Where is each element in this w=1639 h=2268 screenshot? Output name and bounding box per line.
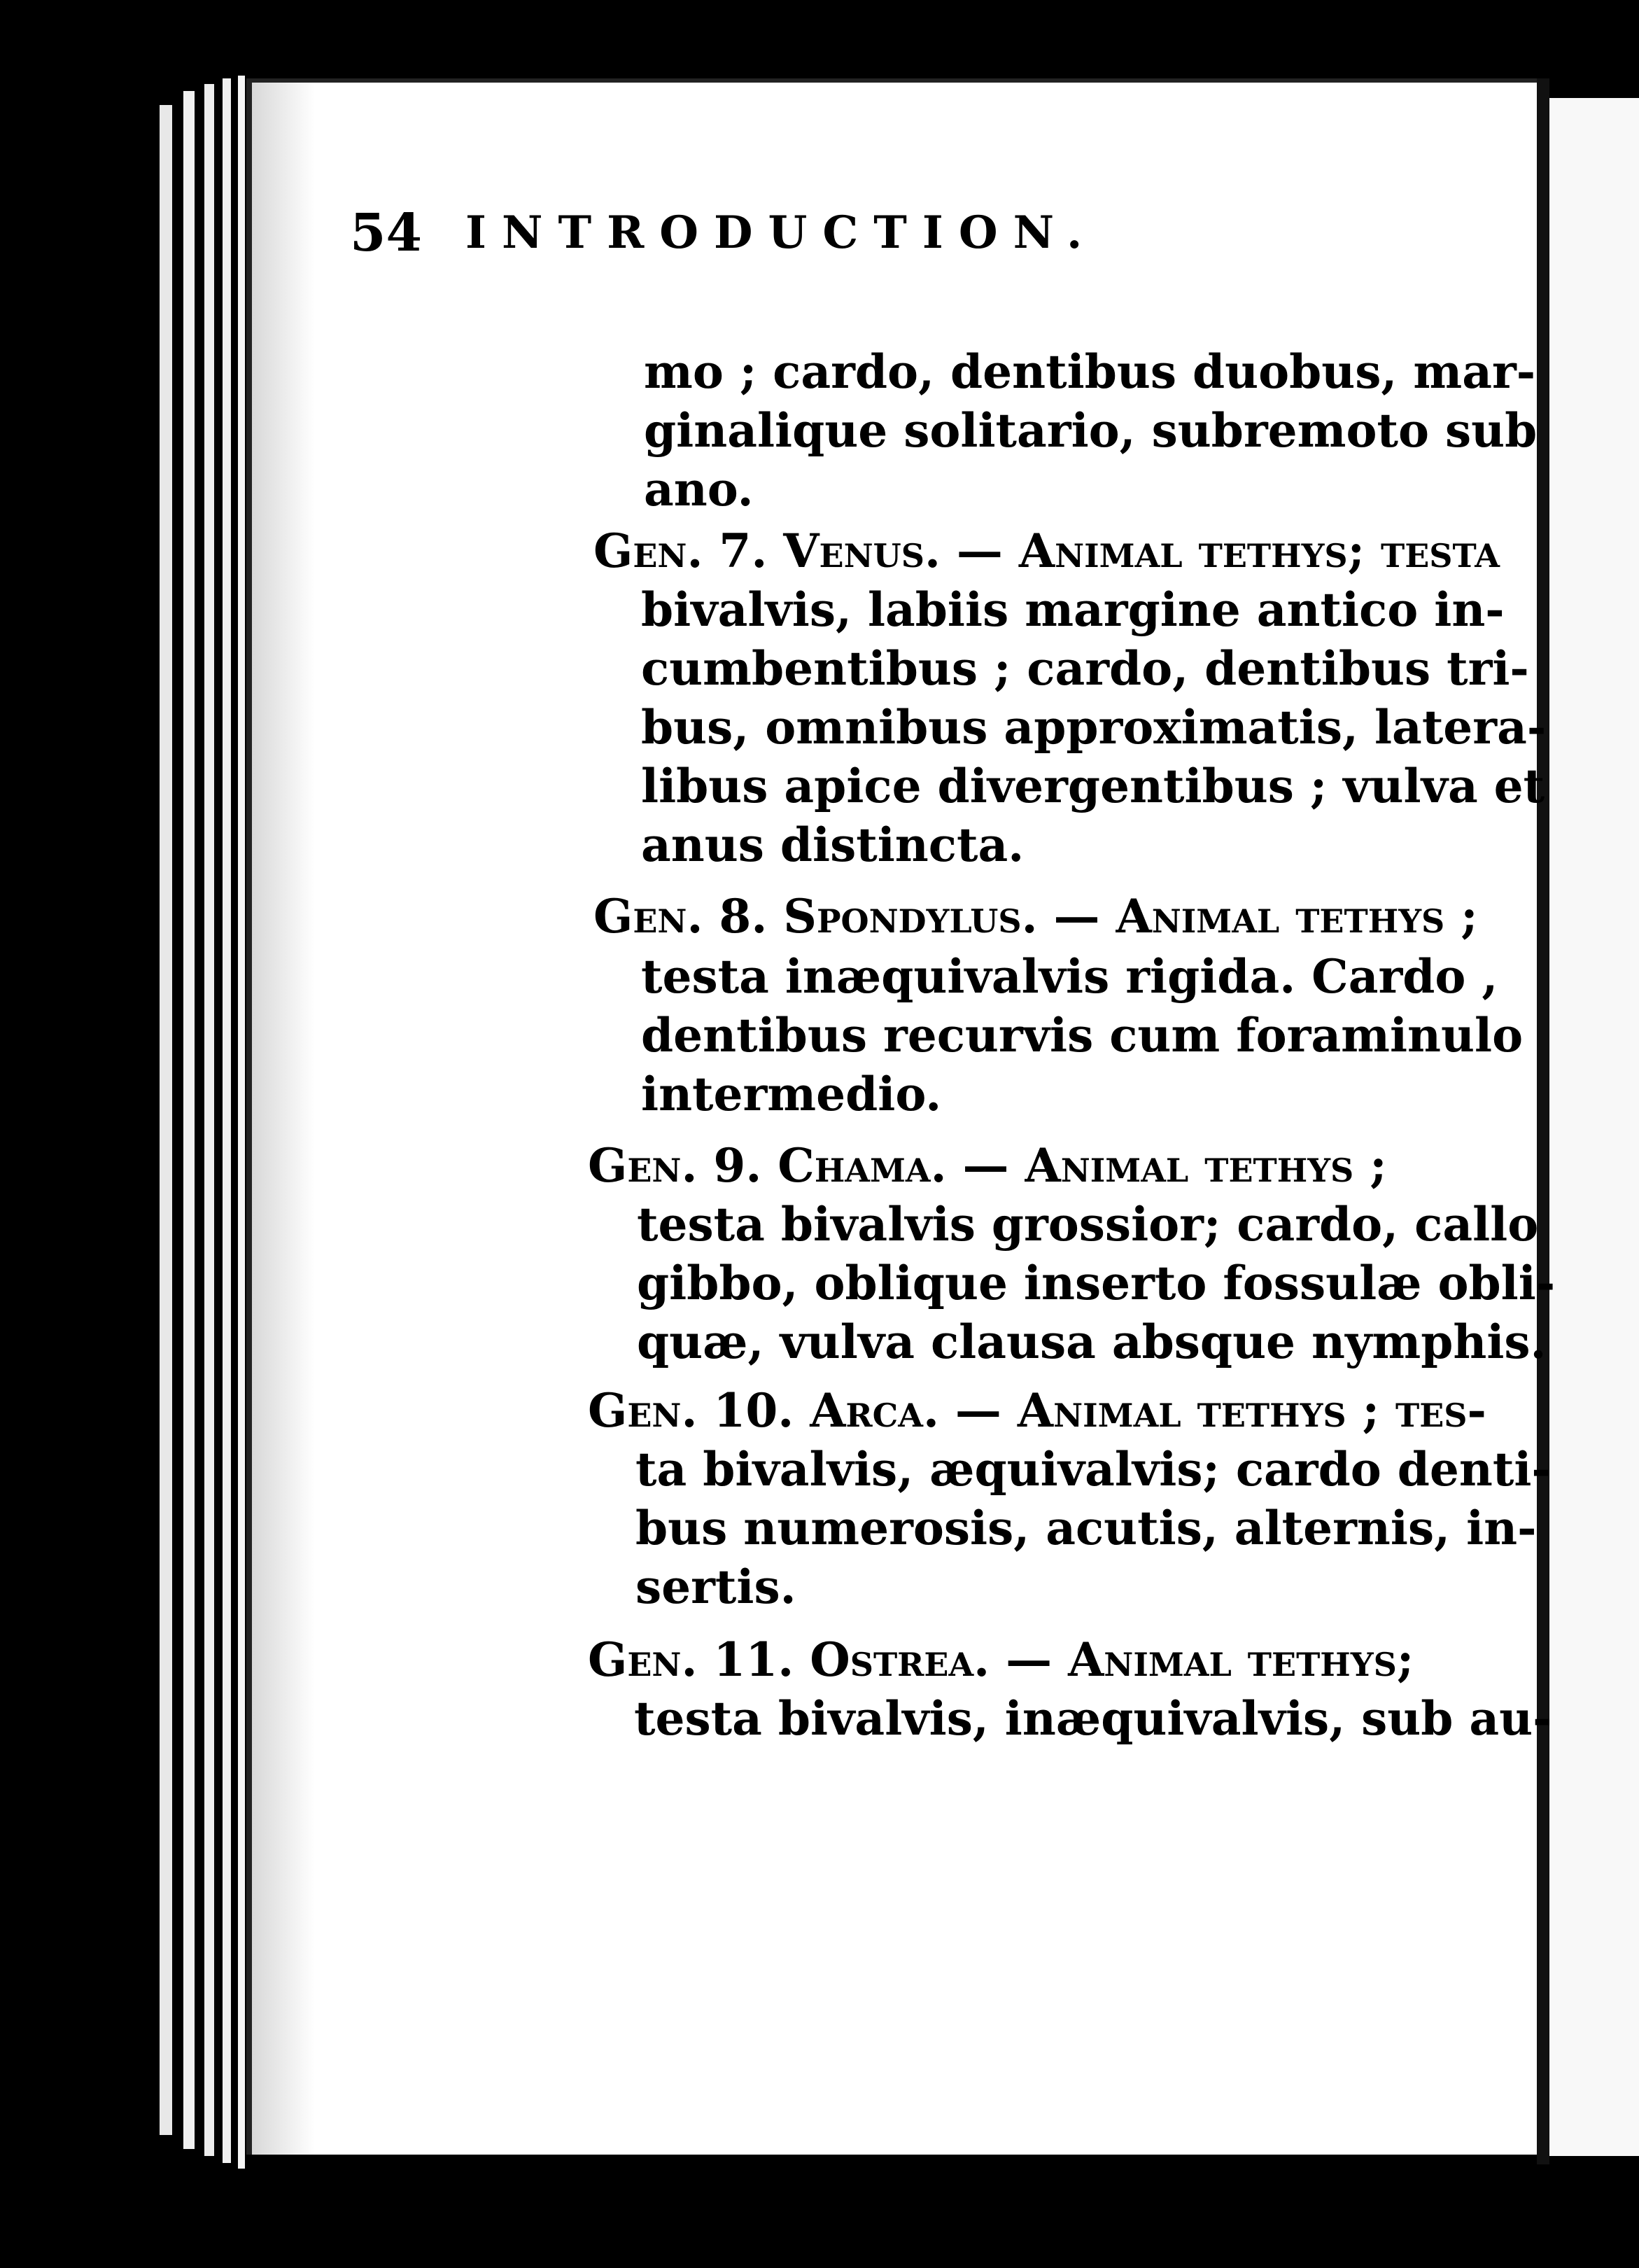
facing-page-edge bbox=[1549, 98, 1639, 2156]
text-line: testa inæquivalvis rigida. Cardo , bbox=[641, 949, 1498, 1004]
text-line: ano. bbox=[644, 462, 754, 517]
gutter-shadow bbox=[1537, 78, 1549, 2164]
book-edge bbox=[183, 91, 195, 2149]
text-line: cumbentibus ; cardo, dentibus tri- bbox=[641, 641, 1529, 696]
text-line: Gen. 11. Ostrea. — Animal tethys; bbox=[588, 1632, 1414, 1687]
text-line: anus distincta. bbox=[641, 818, 1025, 872]
page-number: 54 bbox=[350, 203, 422, 263]
text-line: bus numerosis, acutis, alternis, in- bbox=[635, 1501, 1537, 1555]
text-line: gibbo, oblique inserto fossulæ obli- bbox=[637, 1256, 1556, 1310]
text-line: libus apice divergentibus ; vulva et bbox=[641, 759, 1545, 813]
text-line: dentibus recurvis cum foraminulo bbox=[641, 1008, 1524, 1063]
text-line: intermedio. bbox=[641, 1067, 942, 1121]
book-edge bbox=[204, 84, 214, 2156]
text-line: ta bivalvis, æquivalvis; cardo denti- bbox=[635, 1442, 1551, 1497]
running-head bbox=[350, 195, 1260, 272]
text-line: ginalique solitario, subremoto sub bbox=[644, 403, 1538, 458]
text-line: Gen. 10. Arca. — Animal tethys ; tes- bbox=[588, 1383, 1486, 1438]
text-line: Gen. 7. Venus. — Animal tethys; testa bbox=[593, 524, 1500, 578]
text-line: testa bivalvis grossior; cardo, callo bbox=[637, 1197, 1539, 1252]
text-line: bus, omnibus approximatis, latera- bbox=[641, 700, 1547, 755]
text-line: bivalvis, labiis margine antico in- bbox=[641, 582, 1505, 637]
text-line: Gen. 9. Chama. — Animal tethys ; bbox=[588, 1138, 1387, 1193]
text-line: sertis. bbox=[635, 1560, 796, 1614]
book-edge bbox=[238, 76, 245, 2169]
text-line: quæ, vulva clausa absque nymphis. bbox=[637, 1315, 1547, 1369]
text-line: testa bivalvis, inæquivalvis, sub au- bbox=[634, 1691, 1552, 1746]
page-fold-shadow bbox=[252, 83, 315, 2155]
text-line: Gen. 8. Spondylus. — Animal tethys ; bbox=[593, 889, 1478, 944]
book-edge bbox=[223, 78, 231, 2163]
running-title: INTRODUCTION. bbox=[465, 206, 1098, 259]
text-line: mo ; cardo, dentibus duobus, mar- bbox=[644, 344, 1536, 399]
book-edge bbox=[160, 105, 172, 2135]
